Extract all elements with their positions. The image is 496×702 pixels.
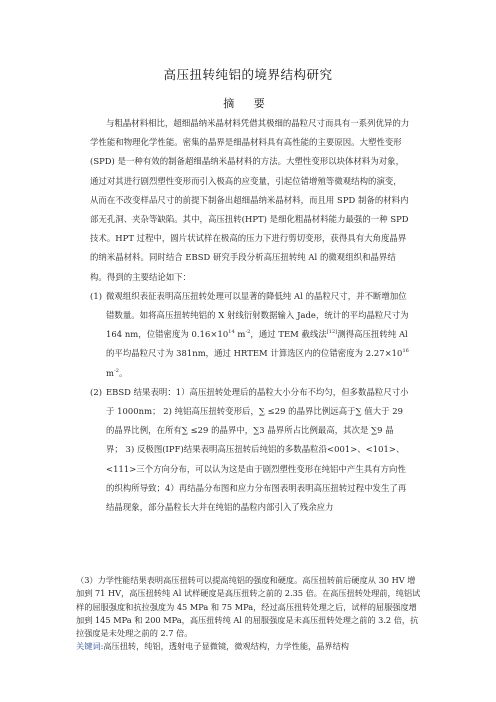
keywords-text: 高压扭转，纯铝，透射电子显微镜，微观结构，力学性能，晶界结构: [103, 641, 349, 652]
exponent: -2: [114, 367, 119, 374]
document-title: 高压扭转纯铝的境界结构研究: [163, 67, 333, 82]
intro-paragraph: 与粗晶材料相比，超细晶纳米晶材料凭借其极细的晶粒尺寸而具有一系列优异的力学性能和物理化学性能。密集的晶界是细晶材料具有高性能的主要原因。大塑性变形(SPD) 是一种有效的制备超细晶纳米晶材料的方法。大塑性变形以块体材料为对象，通过对其进行剧烈塑性变形而引入极高的应变量，引起位错增殖等微观结构的演变，从而在不改变样品尺寸的前提下制备出超细晶纳米晶材料，而且用 SPD 制备的材料内部无孔洞、夹杂等缺陷。其中，高压扭转(HPT) 是细化粗晶材料能力最强的一种 SPD 技术。HPT 过程中，圆片状试样在极高的压力下进行剪切变形，获得具有大角度晶界的纳米晶材料。同时结合 EBSD 研究手段分析高压扭转纯 Al 的微观组织和晶界结构。得到的主要结论如下：: [90, 118, 410, 282]
keywords-label: 关键词:: [76, 641, 104, 652]
conclusion-item-3: （3）力学性能结果表明高压扭转可以提高纯铝的强度和硬度。高压扭转前后硬度从 30 HV 增加到 71 HV，高压扭转纯 Al 试样硬度是高压扭转之前的 2.35 倍。在高压扭转处理前，纯铝试样的屈服强度和抗拉强度为 45 MPa 和 75 MPa，经过高压扭转处理之后，试样的屈服强度增加到 145 MPa 和 200 MPa，高压扭转纯 Al 的屈服强度是未高压扭转处理之前的 3.2 倍，抗拉强度是未处理之前的 2.7 倍。: [76, 575, 421, 639]
conclusion-text: EBSD 结果表明：1）高压扭转处理后的晶粒大小分布不均匀，但多数晶粒尺寸小于 1000nm； 2) 纯铝高压扭转变形后，∑ ≤29 的晶界比例远高于∑ 值大于 29 的晶界比例，在所有∑ ≤29 的晶界中，∑3 晶界所占比例最高，其次是 ∑9 晶界； 3) 反极图(IPF)结果表明高压扭转后纯铝的多数晶粒沿<001>、<101>、<111>三个方向分布，可以认为这是由于剧烈塑性变形在纯铝中产生具有方向性的织构所导致；4）再结晶分布图和应力分布图表明表明高压扭转过程中发生了再结晶现象，部分晶粒长大并在纯铝的晶粒内部引入了残余应力: [106, 386, 409, 513]
exponent: 14: [228, 329, 235, 336]
abstract-tail: [76, 574, 422, 654]
citation-ref: [12]: [326, 329, 338, 336]
conclusion-text: m: [234, 329, 246, 340]
conclusion-item-2: [90, 383, 410, 517]
conclusion-text: ，通过 TEM 截线法: [250, 329, 327, 340]
conclusion-text: 测得高压扭转纯 Al 的平均晶粒尺寸为 381nm，通过 HRTEM 计算选区内的位错密度为 2.27×10: [106, 329, 408, 359]
abstract-heading: 摘 要: [223, 97, 273, 110]
conclusion-item-1: [90, 287, 410, 383]
exponent: -2: [245, 329, 251, 336]
conclusion-number: (1): [90, 290, 103, 301]
keywords-line: [76, 640, 422, 653]
exponent: 16: [402, 348, 409, 355]
conclusion-text: 微观组织表征表明高压扭转处理可以显著的降低纯 Al 的晶粒尺寸，并不断增加位错数量。如将高压扭转纯铝的 X 射线衍射数据输入 Jade，统计的平均晶粒尺寸为 164 nm，位错密度为 0.16×10: [106, 290, 409, 340]
conclusion-text: 。: [118, 367, 128, 378]
conclusion-text: m: [106, 367, 114, 378]
conclusion-number: (2): [90, 386, 103, 397]
abstract-body: [90, 114, 410, 517]
